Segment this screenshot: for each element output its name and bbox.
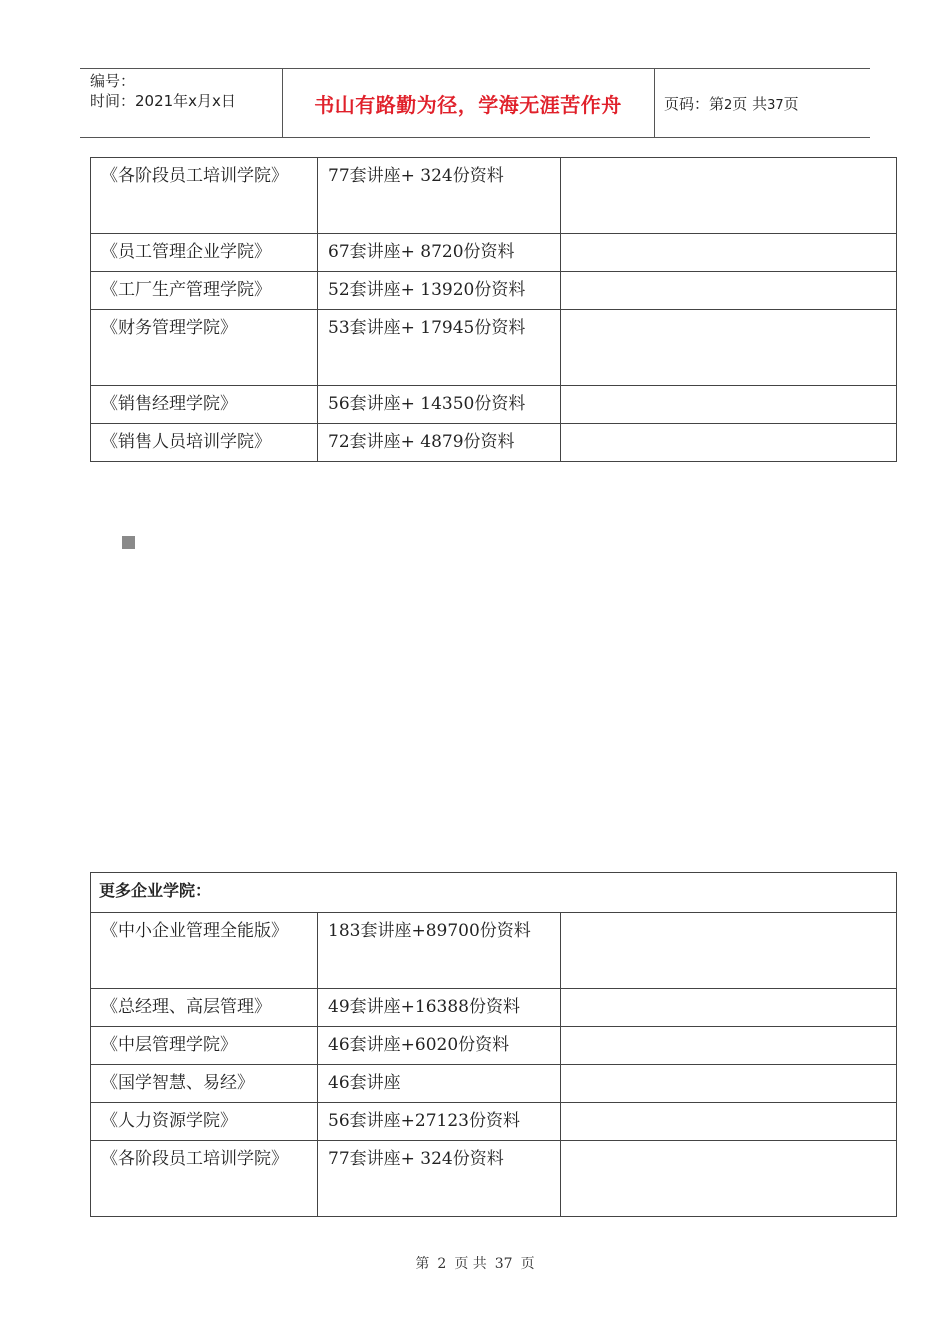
footer-prefix: 第 xyxy=(415,1256,430,1272)
header-page-info xyxy=(664,93,799,114)
course-note xyxy=(561,989,897,1027)
course-note xyxy=(561,1103,897,1141)
page-prefix: 页码：第 xyxy=(664,95,725,113)
table-row xyxy=(91,913,897,989)
course-content: 183套讲座+89700份资料 xyxy=(318,913,561,989)
course-content: 52套讲座+ 13920份资料 xyxy=(318,272,561,310)
footer-current: 2 xyxy=(437,1256,447,1272)
table-row xyxy=(91,310,897,386)
more-courses-table xyxy=(90,872,897,1217)
course-name: 《销售经理学院》 xyxy=(91,386,318,424)
table-row xyxy=(91,1027,897,1065)
course-name: 《销售人员培训学院》 xyxy=(91,424,318,462)
course-note xyxy=(561,310,897,386)
table-title-row xyxy=(91,873,897,913)
footer-total: 37 xyxy=(494,1256,513,1272)
time-label: 时间：2021年x月x日 xyxy=(90,92,236,110)
course-table xyxy=(90,157,897,462)
course-name: 《人力资源学院》 xyxy=(91,1103,318,1141)
course-note xyxy=(561,1065,897,1103)
footer-suffix: 页 xyxy=(520,1256,535,1272)
course-note xyxy=(561,272,897,310)
course-note xyxy=(561,913,897,989)
page-mid: 页 共 xyxy=(732,95,768,113)
course-note xyxy=(561,234,897,272)
course-content: 67套讲座+ 8720份资料 xyxy=(318,234,561,272)
course-note xyxy=(561,386,897,424)
course-name: 《财务管理学院》 xyxy=(91,310,318,386)
course-content: 77套讲座+ 324份资料 xyxy=(318,158,561,234)
header-meta xyxy=(90,71,236,111)
page-current: 2 xyxy=(724,98,733,113)
course-content: 46套讲座+6020份资料 xyxy=(318,1027,561,1065)
header-divider xyxy=(654,69,655,137)
course-name: 《各阶段员工培训学院》 xyxy=(91,1141,318,1217)
table-row xyxy=(91,1065,897,1103)
course-note xyxy=(561,1027,897,1065)
course-content: 72套讲座+ 4879份资料 xyxy=(318,424,561,462)
page-footer xyxy=(0,1253,950,1273)
table-row xyxy=(91,272,897,310)
course-content: 77套讲座+ 324份资料 xyxy=(318,1141,561,1217)
course-name: 《总经理、高层管理》 xyxy=(91,989,318,1027)
course-name: 《员工管理企业学院》 xyxy=(91,234,318,272)
course-name: 《各阶段员工培训学院》 xyxy=(91,158,318,234)
table-row xyxy=(91,1103,897,1141)
course-note xyxy=(561,158,897,234)
course-note xyxy=(561,424,897,462)
course-name: 《中层管理学院》 xyxy=(91,1027,318,1065)
table-row xyxy=(91,158,897,234)
course-content: 56套讲座+27123份资料 xyxy=(318,1103,561,1141)
number-label: 编号： xyxy=(90,72,136,90)
course-name: 《国学智慧、易经》 xyxy=(91,1065,318,1103)
course-content: 46套讲座 xyxy=(318,1065,561,1103)
square-bullet-icon xyxy=(122,536,135,549)
course-note xyxy=(561,1141,897,1217)
page-header xyxy=(80,68,870,138)
table-title: 更多企业学院： xyxy=(91,873,897,913)
page-total: 37 xyxy=(767,98,784,113)
table-row xyxy=(91,424,897,462)
header-motto: 书山有路勤为径，学海无涯苦作舟 xyxy=(314,92,622,117)
course-content: 53套讲座+ 17945份资料 xyxy=(318,310,561,386)
course-name: 《工厂生产管理学院》 xyxy=(91,272,318,310)
table-row xyxy=(91,1141,897,1217)
page-suffix: 页 xyxy=(783,95,799,113)
table-row xyxy=(91,989,897,1027)
table-row xyxy=(91,386,897,424)
table-row xyxy=(91,234,897,272)
footer-mid: 页 共 xyxy=(454,1256,487,1272)
course-content: 49套讲座+16388份资料 xyxy=(318,989,561,1027)
course-content: 56套讲座+ 14350份资料 xyxy=(318,386,561,424)
course-name: 《中小企业管理全能版》 xyxy=(91,913,318,989)
